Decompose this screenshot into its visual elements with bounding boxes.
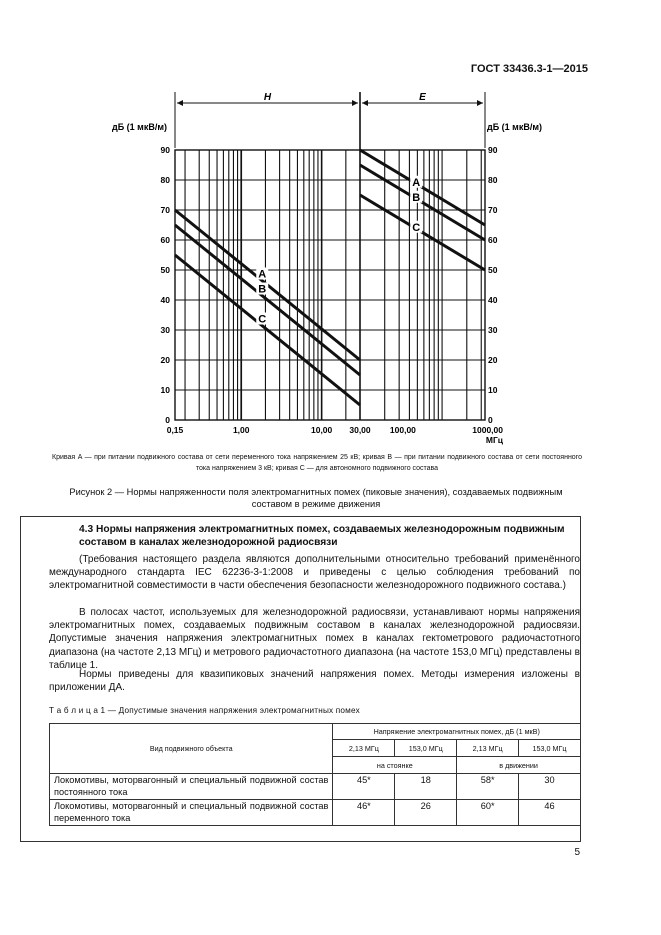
band-arrowhead [362, 100, 368, 106]
band-arrowhead [352, 100, 358, 106]
table-cell: 60* [457, 800, 519, 826]
y-tick-label: 90 [160, 145, 170, 155]
freq-header: 153,0 МГц [395, 740, 457, 757]
y-tick-label: 80 [160, 175, 170, 185]
object-type-header: Вид подвижного объекта [50, 724, 333, 774]
y-tick-label: 30 [160, 325, 170, 335]
curve-label-b: B [412, 191, 421, 204]
table-row-label: Локомотивы, моторвагонный и специальный подвижной состав постоянного тока [50, 774, 333, 800]
x-tick-label: 10,00 [310, 425, 333, 435]
standard-header: ГОСТ 33436.3-1—2015 [470, 63, 588, 75]
curve-label-c: C [412, 221, 421, 234]
table-cell: 46 [519, 800, 581, 826]
y-tick-label-right: 60 [488, 235, 498, 245]
y-tick-label-right: 0 [488, 415, 493, 425]
y-tick-label-right: 90 [488, 145, 498, 155]
table-caption: Т а б л и ц а 1 — Допустимые значения напряжения электромагнитных помех [49, 706, 360, 715]
y-axis-label-right: дБ (1 мкВ/м) [487, 122, 543, 132]
curve-label-b: B [258, 283, 267, 296]
y-tick-label-right: 10 [488, 385, 498, 395]
paragraph-2: В полосах частот, используемых для железнодорожной радиосвязи, устанавливают нормы напряжения электромагнитных помех, создаваемых подвижным составом в каналах железнодорожной радиосвязи. Допустимые значения напряжения электромагнитных помех в каналах гектометрового радиочастотного диапазона (на частоте 2,13 МГц) и метрового радиочастотного диапазона (на частоте 153,0 МГц) представлены в таблице 1. [49, 607, 580, 671]
x-tick-label: 0,15 [166, 425, 184, 435]
x-tick-label: 30,00 [349, 425, 371, 435]
table-cell: 45* [333, 774, 395, 800]
curve-label-a: A [258, 268, 267, 281]
band-label: E [419, 92, 426, 103]
page-number: 5 [574, 847, 580, 858]
curve-label-c: C [258, 313, 267, 326]
y-tick-label: 60 [160, 235, 170, 245]
emission-limits-chart [0, 0, 661, 450]
x-tick-label: 100,00 [389, 425, 416, 435]
x-tick-label: 1,00 [232, 425, 250, 435]
table-cell: 18 [395, 774, 457, 800]
table-cell: 26 [395, 800, 457, 826]
band-label: H [263, 92, 272, 103]
table-cell: 30 [519, 774, 581, 800]
y-tick-label-right: 20 [488, 355, 498, 365]
band-arrowhead [177, 100, 183, 106]
mode-header-moving: в движении [457, 757, 581, 774]
freq-header: 153,0 МГц [519, 740, 581, 757]
table-row-label: Локомотивы, моторвагонный и специальный подвижной состав переменного тока [50, 800, 333, 826]
paragraph-1: (Требования настоящего раздела являются дополнительными относительно требований применённого международного стандарта IEC 62236-3-1:2008 и приведены с целью соблюдения требований по электромагнитной совместимости в части обеспечения безопасности железнодорожного подвижного состава.) [49, 554, 580, 592]
section-4-3 [20, 516, 581, 842]
y-tick-label: 20 [160, 355, 170, 365]
y-tick-label-right: 70 [488, 205, 498, 215]
y-tick-label: 10 [160, 385, 170, 395]
band-arrowhead [477, 100, 483, 106]
table-cell: 58* [457, 774, 519, 800]
paragraph-3: Нормы приведены для квазипиковых значений напряжения помех. Методы измерения изложены в приложении ДА. [49, 669, 580, 694]
x-unit-label: МГц [485, 435, 503, 445]
table-cell: 46* [333, 800, 395, 826]
y-axis-label-left: дБ (1 мкВ/м) [111, 122, 167, 132]
y-tick-label-right: 30 [488, 325, 498, 335]
voltage-group-header: Напряжение электромагнитных помех, дБ (1 мкВ) [333, 724, 581, 740]
y-tick-label: 0 [165, 415, 170, 425]
mode-header-standing: на стоянке [333, 757, 457, 774]
y-tick-label-right: 50 [488, 265, 498, 275]
section-title: 4.3 Нормы напряжения электромагнитных помех, создаваемых железнодорожным подвижным составом в каналах железнодорожной радиосвязи [79, 524, 565, 548]
curve-label-a: A [412, 176, 421, 189]
y-tick-label: 70 [160, 205, 170, 215]
y-tick-label: 50 [160, 265, 170, 275]
freq-header: 2,13 МГц [457, 740, 519, 757]
y-tick-label-right: 40 [488, 295, 498, 305]
freq-header: 2,13 МГц [333, 740, 395, 757]
x-tick-label: 1000,00 [472, 425, 503, 435]
figure-caption: Рисунок 2 — Нормы напряженности поля электромагнитных помех (пиковые значения), создаваемых подвижным составом в режиме движения [69, 487, 563, 509]
y-tick-label: 40 [160, 295, 170, 305]
emission-table [49, 723, 581, 826]
y-tick-label-right: 80 [488, 175, 498, 185]
curves-legend: Кривая A — при питании подвижного состава от сети переменного тока напряжением 25 кВ; кривая B — при питании подвижного состава от сети постоянного тока напряжением 3 кВ; кривая C — для автономного подвижного состава [52, 454, 582, 472]
